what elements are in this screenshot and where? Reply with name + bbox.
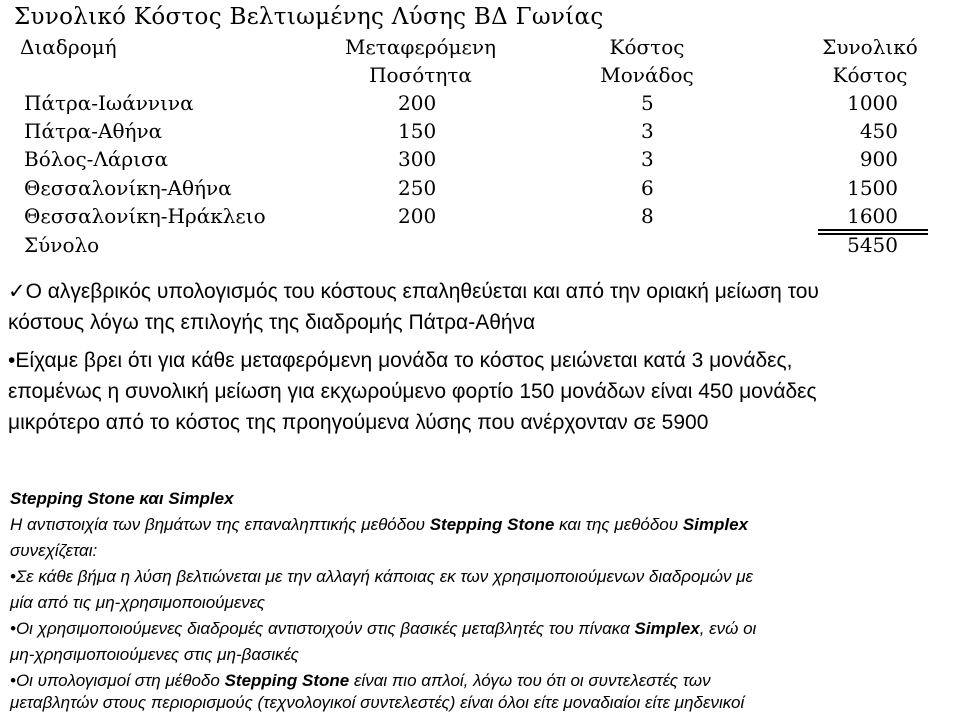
section-bullet1-line1: •Σε κάθε βήμα η λύση βελτιώνεται με την αλλαγή κάποιας εκ των χρησιμοποιούμενων διαδρομών με	[10, 567, 754, 586]
unit-cost-cell: 5	[641, 91, 654, 115]
bullet2-simplex: Simplex	[634, 619, 700, 638]
bullet-icon: •	[8, 349, 16, 372]
section-bullet1-line2: μία από τις μη-χρησιμοποιούμενες	[10, 593, 266, 612]
bullet-note-line3: μικρότερο από το κόστος της προηγούμενα λύσης που ανέρχονταν σε 5900	[8, 411, 709, 434]
check-icon: ✓	[8, 280, 26, 303]
quantity-cell: 150	[398, 119, 437, 143]
quantity-cell: 200	[398, 204, 437, 228]
intro-text: Η αντιστοιχία των βημάτων της επαναληπτικής μεθόδου	[10, 515, 430, 534]
header-quantity-line1: Μεταφερόμενη	[344, 35, 497, 59]
bullet3-stepping-stone: Stepping Stone	[224, 671, 350, 690]
intro-method-stepping-stone: Stepping Stone	[429, 515, 555, 534]
unit-cost-cell: 6	[641, 176, 654, 200]
unit-cost-cell: 3	[641, 147, 654, 171]
section-heading: Stepping Stone και Simplex	[10, 489, 234, 508]
section-bullet2-line1	[10, 616, 756, 642]
total-cost-cell: 1500	[847, 176, 898, 200]
bullet3-text-end: είναι πιο απλοί, λόγω του ότι οι συντελεστές των	[349, 671, 711, 690]
header-unit-cost	[582, 33, 712, 89]
header-route: Διαδρομή	[20, 35, 117, 59]
route-cell: Θεσσαλονίκη-Αθήνα	[24, 176, 232, 200]
section-intro-line1	[10, 512, 748, 538]
bullet-note-text: Είχαμε βρει ότι για κάθε μεταφερόμενη μονάδα το κόστος μειώνεται κατά 3 μονάδες,	[15, 349, 793, 372]
total-cost-cell: 900	[859, 147, 898, 171]
section-bullet3-line2: μεταβλητών στους περιορισμούς (τεχνολογικοί συντελεστές) είναι όλοι είτε μοναδιαίοι είτε μηδενικοί	[10, 693, 745, 712]
bullet-note-line2: επομένως η συνολική μείωση για εκχωρούμενο φορτίο 150 μονάδων είναι 450 μονάδες	[8, 380, 817, 403]
header-total-cost-line2: Κόστος	[832, 63, 908, 87]
check-note-line2: κόστους λόγω της επιλογής της διαδρομής Πάτρα-Αθήνα	[8, 311, 536, 334]
quantity-cell: 250	[398, 176, 437, 200]
intro-method-simplex: Simplex	[682, 515, 749, 534]
sum-label: Σύνολο	[24, 233, 100, 257]
total-cost-cell: 1600	[847, 204, 898, 228]
route-cell: Πάτρα-Αθήνα	[24, 119, 163, 143]
route-cell: Βόλος-Λάρισα	[24, 147, 169, 171]
sum-value: 5450	[847, 233, 898, 257]
header-quantity-line2: Ποσότητα	[369, 63, 472, 87]
unit-cost-cell: 3	[641, 119, 654, 143]
route-cell: Πάτρα-Ιωάννινα	[24, 91, 194, 115]
header-total-cost	[800, 33, 940, 89]
quantity-cell: 300	[398, 147, 437, 171]
header-quantity	[328, 33, 513, 89]
unit-cost-cell: 8	[641, 204, 654, 228]
cost-table	[0, 0, 960, 270]
header-unit-cost-line2: Μονάδος	[600, 63, 694, 87]
check-note-line1	[8, 276, 819, 307]
bullet3-text: •Οι υπολογισμοί στη μέθοδο	[10, 671, 225, 690]
table-title: Συνολικό Κόστος Βελτιωμένης Λύσης ΒΔ Γωνίας	[14, 4, 604, 30]
header-unit-cost-line1: Κόστος	[609, 35, 685, 59]
bullet2-text: •Οι χρησιμοποιούμενες διαδρομές αντιστοιχούν στις βασικές μεταβλητές του πίνακα	[10, 619, 635, 638]
check-note-text: Ο αλγεβρικός υπολογισμός του κόστους επαληθεύεται και από την οριακή μείωση του	[25, 280, 819, 303]
total-cost-cell: 1000	[847, 91, 898, 115]
section-bullet2-line2: μη-χρησιμοποιούμενες στις μη-βασικές	[10, 645, 299, 664]
intro-text-2: και της μεθόδου	[554, 515, 683, 534]
route-cell: Θεσσαλονίκη-Ηράκλειο	[24, 204, 266, 228]
quantity-cell: 200	[398, 91, 437, 115]
total-cost-cell: 450	[859, 119, 898, 143]
header-total-cost-line1: Συνολικό	[822, 35, 918, 59]
section-intro-line2: συνεχίζεται:	[10, 541, 98, 560]
bullet-note-line1	[8, 345, 793, 376]
bullet2-text-end: , ενώ οι	[699, 619, 757, 638]
